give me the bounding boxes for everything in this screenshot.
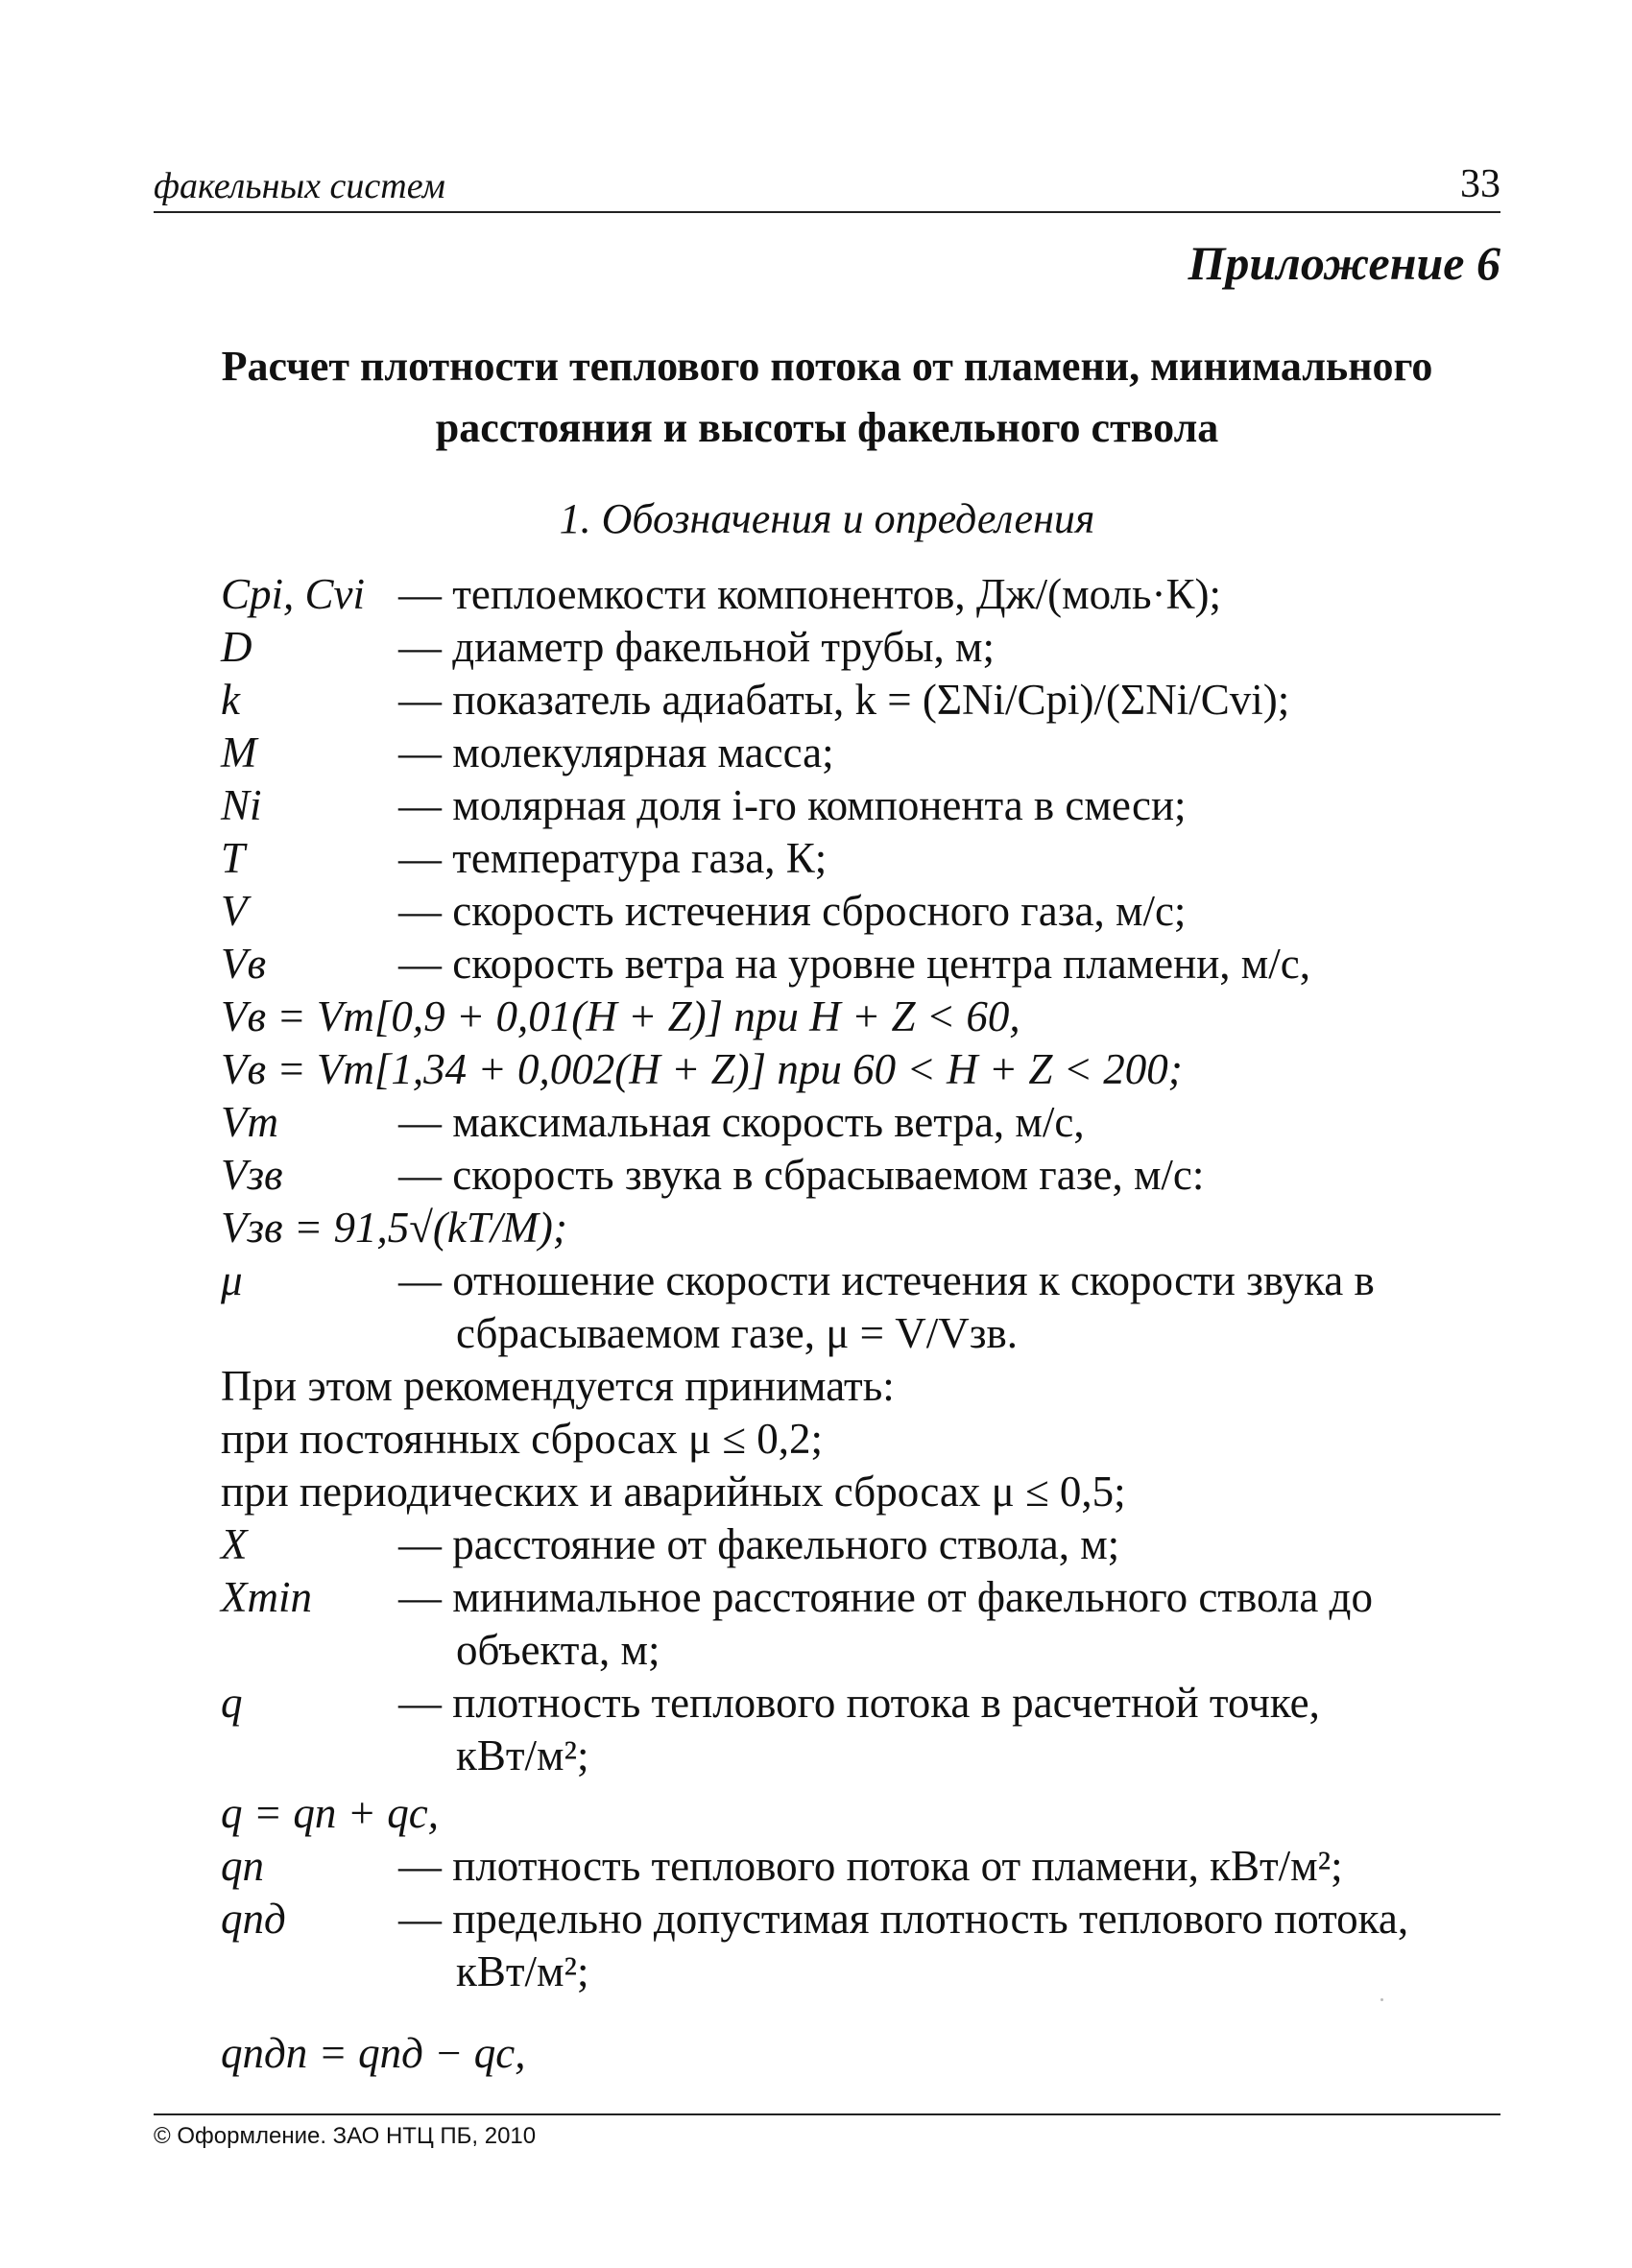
running-header	[154, 162, 1500, 213]
title-line-1: Расчет плотности теплового потока от пламени, минимального	[221, 343, 1433, 390]
formula-q-sum: q = qп + qс,	[221, 1789, 439, 1837]
title-line-2: расстояния и высоты факельного ствола	[435, 404, 1219, 451]
page-title	[154, 336, 1500, 459]
scan-speck	[1380, 1998, 1383, 2001]
def-mu-continuation: сбрасываемом газе, μ = V/Vзв.	[456, 1309, 1018, 1357]
footer-rule	[154, 2113, 1500, 2115]
def-xmin-continuation: объекта, м;	[456, 1626, 660, 1674]
note-line-3: при периодических и аварийных сбросах μ ≤ 0,5;	[221, 1468, 1126, 1516]
formula-vzv: Vзв = 91,5√(kT/M);	[221, 1204, 567, 1252]
def-qpd-continuation: кВт/м²;	[456, 1947, 589, 1995]
formula-vb-low: Vв = Vm[0,9 + 0,01(H + Z)] при H + Z < 60,	[221, 992, 1020, 1040]
def-q-continuation: кВт/м²;	[456, 1731, 589, 1779]
page-number: 33	[1460, 162, 1500, 206]
formula-qpdp: qпдп = qпд − qс,	[221, 2029, 526, 2077]
note-line-1: При этом рекомендуется принимать:	[221, 1362, 895, 1410]
section-heading: 1. Обозначения и определения	[559, 495, 1095, 542]
formula-vb-high: Vв = Vm[1,34 + 0,002(H + Z)] при 60 < H + Z < 200;	[221, 1045, 1183, 1093]
header-title: факельных систем	[154, 166, 445, 206]
note-line-2: при постоянных сбросах μ ≤ 0,2;	[221, 1415, 824, 1463]
appendix-label: Приложение 6	[1188, 236, 1500, 290]
footer-copyright: © Оформление. ЗАО НТЦ ПБ, 2010	[154, 2123, 537, 2149]
